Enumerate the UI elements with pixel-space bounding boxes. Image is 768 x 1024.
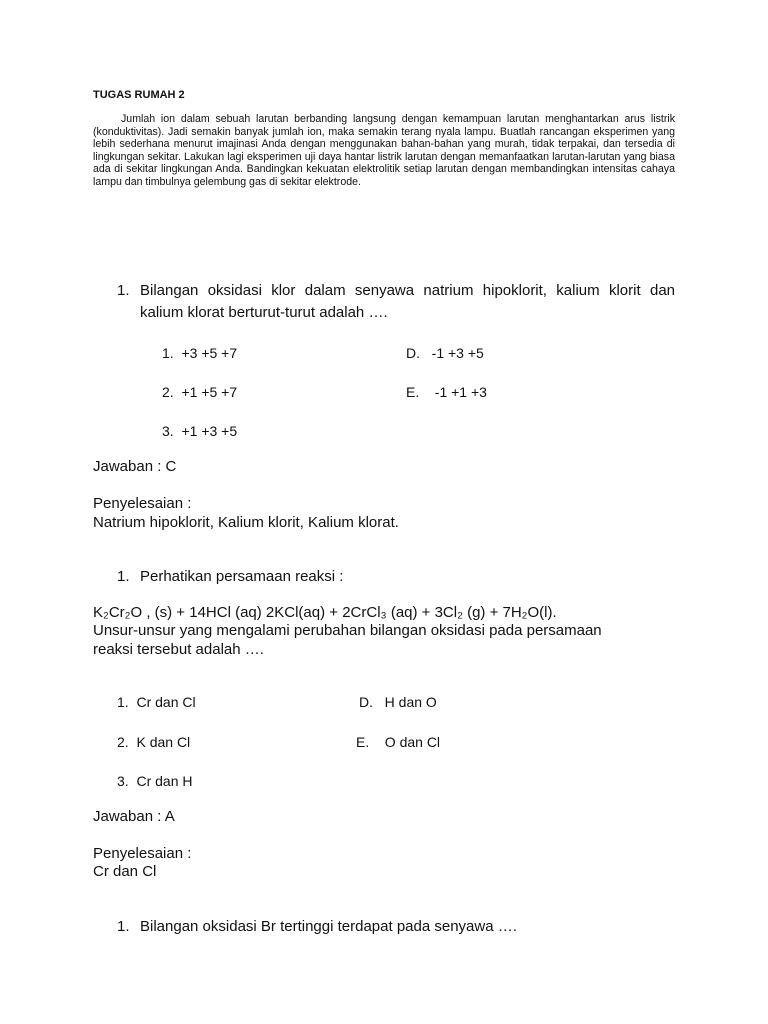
option-text: Cr dan H (136, 773, 193, 789)
option-label: D. (359, 694, 373, 710)
option-text: -1 +3 +5 (431, 345, 484, 361)
option-text: +3 +5 +7 (181, 345, 238, 361)
question-number: 1. (117, 282, 130, 299)
question-number: 1. (117, 918, 130, 935)
option-label: E. (356, 734, 370, 750)
option-3 (162, 423, 237, 439)
solution-text: Natrium hipoklorit, Kalium klorit, Kalium klorat. (93, 514, 399, 531)
option-3 (117, 773, 193, 789)
question-text: Perhatikan persamaan reaksi : (140, 568, 344, 585)
option-d (359, 694, 437, 710)
solution-text: Cr dan Cl (93, 863, 157, 880)
intro-text: Jumlah ion dalam sebuah larutan berbanding langsung dengan kemampuan larutan menghantarkan arus listrik (konduktivitas). Jadi semakin banyak jumlah ion, maka semakin terang nyala lampu. Buatlah rancangan eksperimen yang lebih sederhana menurut imajinasi Anda dengan menggunakan bahan-bahan yang murah, tidak terpakai, dan tersedia di lingkungan sekitar. Lakukan lagi eksperimen uji daya hantar listrik larutan dengan memanfaatkan larutan-larutan yang biasa ada di sekitar lingkungan Anda. Bandingkan kekuatan elektrolitik setiap larutan dengan membandingkan intensitas cahaya lampu dan timbulnya gelembung gas di sekitar elektrode. (93, 113, 675, 188)
option-1 (162, 345, 237, 361)
option-text: Cr dan Cl (136, 694, 196, 710)
solution-label: Penyelesaian : (93, 845, 192, 862)
answer: Jawaban : C (93, 458, 177, 475)
option-label: 2. (162, 384, 174, 400)
option-text: K dan Cl (136, 734, 191, 750)
question-text: Bilangan oksidasi Br tertinggi terdapat pada senyawa …. (140, 918, 517, 935)
option-text: H dan O (384, 694, 437, 710)
option-d (406, 345, 484, 361)
option-text: -1 +1 +3 (434, 384, 487, 400)
option-label: 1. (162, 345, 174, 361)
option-1 (117, 694, 196, 710)
option-2 (117, 734, 190, 750)
option-2 (162, 384, 237, 400)
question-number: 1. (117, 568, 130, 585)
question-text: Bilangan oksidasi klor dalam senyawa natrium hipoklorit, kalium klorit dan kalium klorat berturut-turut adalah …. (140, 282, 675, 321)
reaction-equation: K₂Cr₂O , (s) + 14HCl (aq) 2KCl(aq) + 2CrCl₃ (aq) + 3Cl₂ (g) + 7H₂O(l). (93, 604, 557, 621)
option-label: 1. (117, 694, 129, 710)
option-label: 3. (117, 773, 129, 789)
option-label: E. (406, 384, 420, 400)
option-label: D. (406, 345, 420, 361)
option-label: 3. (162, 423, 174, 439)
option-text: O dan Cl (384, 734, 441, 750)
solution-label: Penyelesaian : (93, 495, 192, 512)
question-statement-line-2: reaksi tersebut adalah …. (93, 641, 264, 658)
answer: Jawaban : A (93, 808, 175, 825)
question-statement-line-1: Unsur-unsur yang mengalami perubahan bilangan oksidasi pada persamaan (93, 622, 602, 639)
option-label: 2. (117, 734, 129, 750)
page-title: TUGAS RUMAH 2 (93, 89, 185, 101)
option-e (406, 384, 487, 400)
option-e (356, 734, 440, 750)
option-text: +1 +3 +5 (181, 423, 238, 439)
option-text: +1 +5 +7 (181, 384, 238, 400)
intro-paragraph (93, 113, 675, 189)
